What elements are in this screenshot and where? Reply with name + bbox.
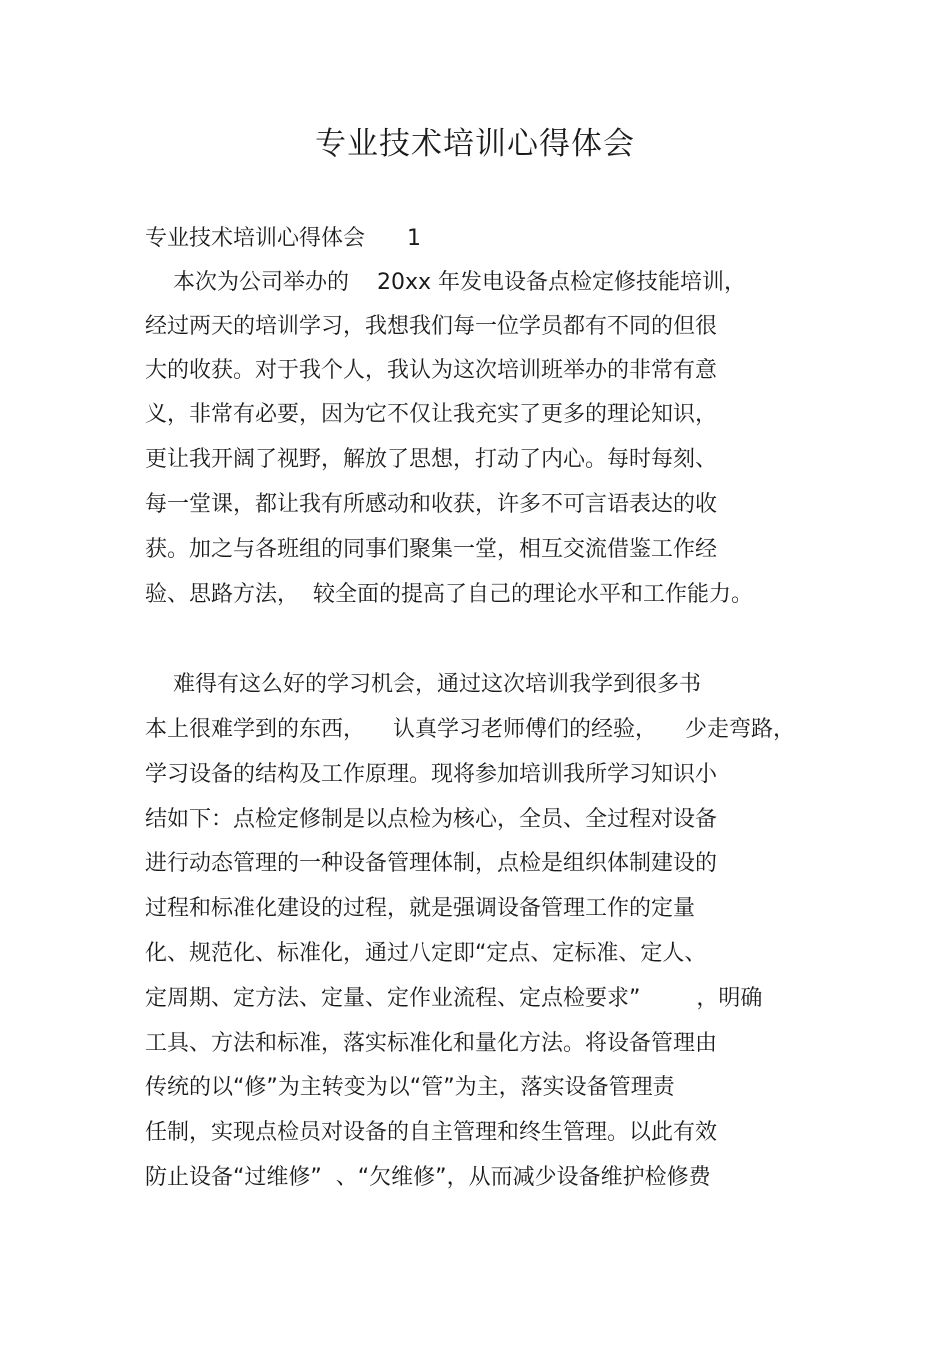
paragraph-line: 获。加之与各班组的同事们聚集一堂，相互交流借鉴工作经 bbox=[145, 537, 718, 562]
paragraph-line: 更让我开阔了视野，解放了思想，打动了内心。每时每刻、 bbox=[145, 447, 718, 472]
paragraph-line: 化、规范化、标准化，通过八定即“定点、定标准、定人、 bbox=[145, 941, 707, 966]
paragraph-line: 学习设备的结构及工作原理。现将参加培训我所学习知识小 bbox=[145, 762, 718, 787]
paragraph-line: 本次为公司举办的 20xx 年发电设备点检定修技能培训， bbox=[145, 270, 746, 295]
paragraph-line: 进行动态管理的一种设备管理体制，点检是组织体制建设的 bbox=[145, 851, 718, 876]
paragraph-line: 义，非常有必要，因为它不仅让我充实了更多的理论知识， bbox=[145, 402, 718, 427]
paragraph-line: 验、思路方法， 较全面的提高了自己的理论水平和工作能力。 bbox=[145, 582, 753, 607]
paragraph-line: 结如下：点检定修制是以点检为核心，全员、全过程对设备 bbox=[145, 807, 718, 832]
paragraph-line: 工具、方法和标准，落实标准化和量化方法。将设备管理由 bbox=[145, 1031, 718, 1056]
paragraph-line: 任制，实现点检员对设备的自主管理和终生管理。以此有效 bbox=[145, 1120, 718, 1145]
paragraph-line: 经过两天的培训学习，我想我们每一位学员都有不同的但很 bbox=[145, 314, 718, 339]
paragraph-line: 难得有这么好的学习机会，通过这次培训我学到很多书 bbox=[145, 672, 701, 697]
document-subtitle: 专业技术培训心得体会 1 bbox=[145, 226, 421, 251]
paragraph-line: 防止设备“过维修” 、“欠维修”，从而减少设备维护检修费 bbox=[145, 1165, 711, 1190]
paragraph-line: 本上很难学到的东西， 认真学习老师傅们的经验， 少走弯路， bbox=[145, 717, 795, 742]
paragraph-line: 过程和标准化建设的过程，就是强调设备管理工作的定量 bbox=[145, 896, 696, 921]
paragraph-line: 传统的以“修”为主转变为以“管”为主，落实设备管理责 bbox=[145, 1075, 675, 1100]
paragraph-line: 大的收获。对于我个人，我认为这次培训班举办的非常有意 bbox=[145, 358, 718, 383]
paragraph-line: 每一堂课，都让我有所感动和收获，许多不可言语表达的收 bbox=[145, 492, 718, 517]
document-title: 专业技术培训心得体会 bbox=[315, 126, 635, 162]
paragraph-line: 定周期、定方法、定量、定作业流程、定点检要求” ，明确 bbox=[145, 986, 763, 1011]
